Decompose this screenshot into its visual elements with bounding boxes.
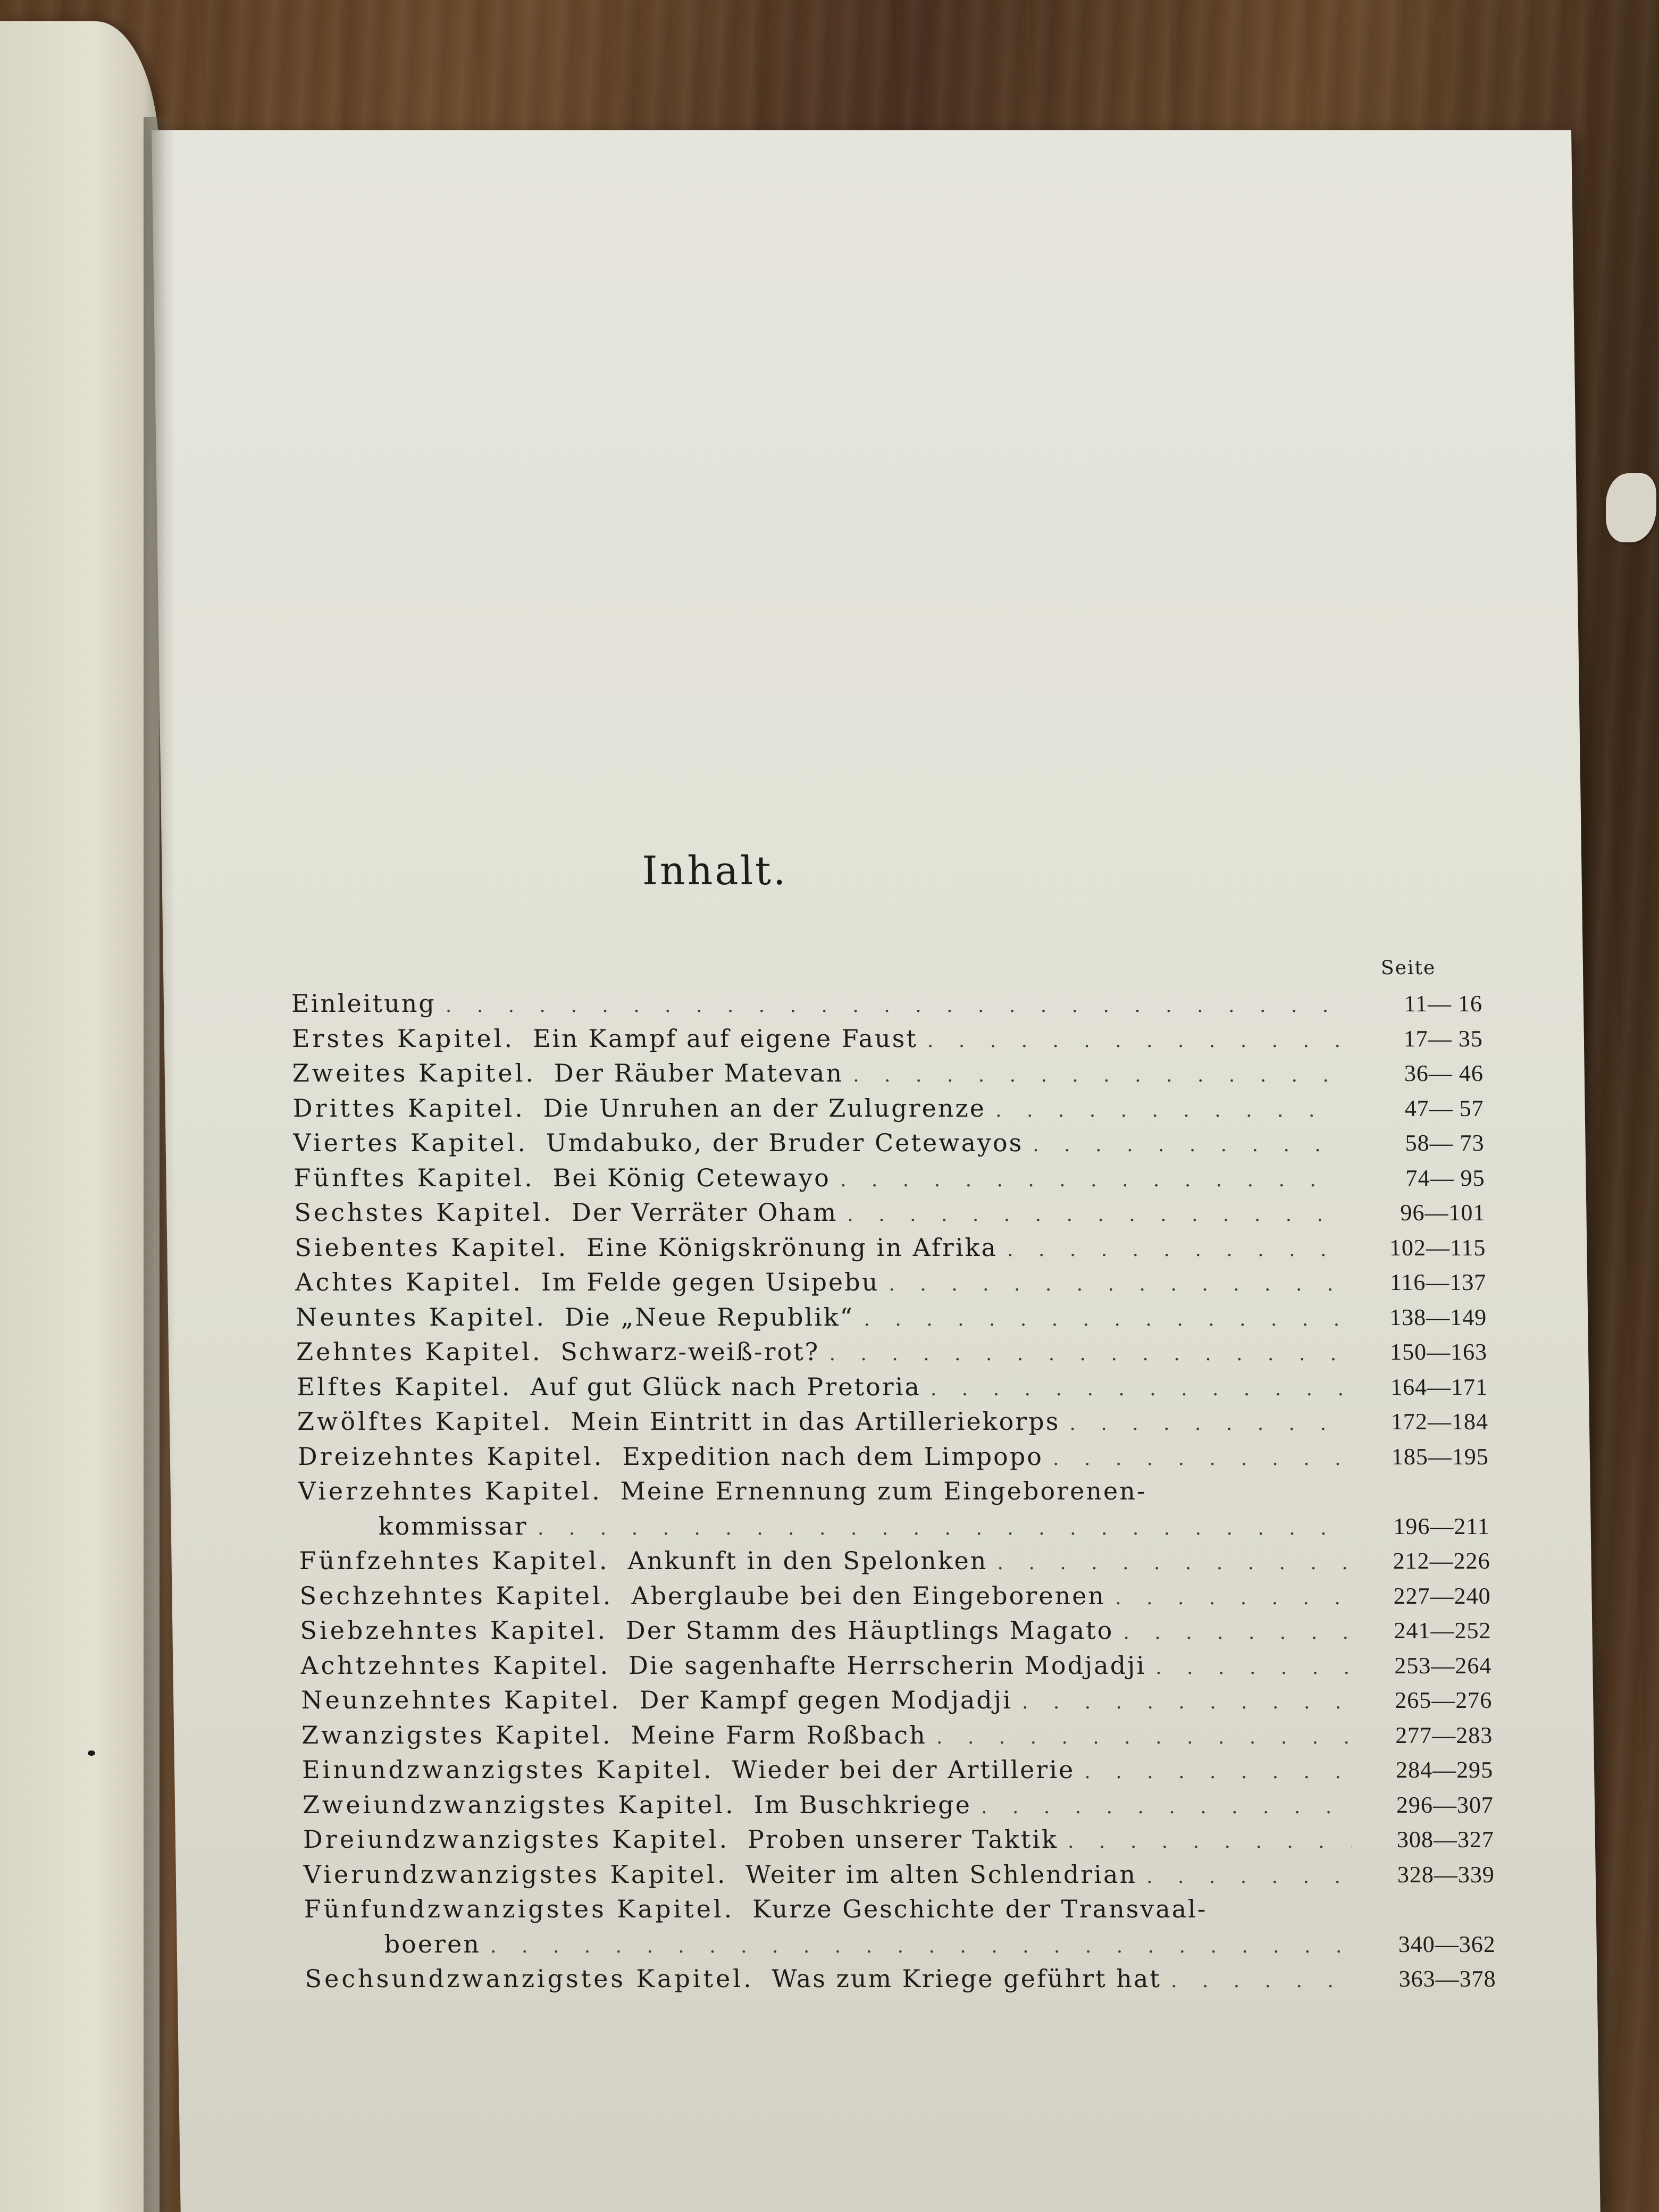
page-range: 102—115 xyxy=(1389,1234,1486,1261)
chapter-label: Zehntes Kapitel. xyxy=(296,1337,543,1366)
chapter-label: Achtzehntes Kapitel. xyxy=(300,1650,611,1680)
toc-entry-text xyxy=(295,1230,1353,1268)
toc-entry-text xyxy=(298,1474,1357,1546)
toc-entry-line xyxy=(297,1370,1355,1407)
chapter-title: Proben unserer Taktik xyxy=(747,1825,1059,1854)
page-range: 277—283 xyxy=(1395,1722,1493,1748)
toc-entry-line xyxy=(298,1474,1356,1509)
toc-entry-line xyxy=(296,1300,1354,1337)
toc-entry-line xyxy=(304,1892,1362,1927)
toc-entry-text xyxy=(292,1091,1351,1128)
toc-entry xyxy=(304,1892,1496,1962)
chapter-title: Der Kampf gegen Modjadji xyxy=(639,1686,1013,1714)
toc-entry xyxy=(303,1788,1494,1823)
chapter-label: Elftes Kapitel. xyxy=(296,1372,513,1401)
chapter-label: Dreizehntes Kapitel. xyxy=(297,1442,605,1471)
chapter-title: Die „Neue Republik“ xyxy=(564,1302,854,1331)
page-range: 138—149 xyxy=(1389,1304,1487,1330)
toc-entry-line xyxy=(301,1718,1360,1755)
toc-entry xyxy=(296,1335,1488,1370)
chapter-label: Erstes Kapitel. xyxy=(291,1024,515,1053)
dot-leader xyxy=(829,1337,1345,1372)
chapter-label: Dreiundzwanzigstes Kapitel. xyxy=(303,1825,730,1854)
toc-entry-text xyxy=(300,1648,1359,1686)
dot-leader xyxy=(490,1929,1353,1964)
toc-entry xyxy=(293,1126,1485,1161)
toc-entry xyxy=(303,1857,1495,1892)
chapter-label: Siebzehntes Kapitel. xyxy=(300,1616,608,1645)
chapter-label: Fünftes Kapitel. xyxy=(294,1163,535,1192)
table-of-contents xyxy=(287,720,1497,2050)
toc-entry-line xyxy=(303,1788,1361,1825)
toc-entry-text xyxy=(291,986,1350,1024)
toc-entry xyxy=(302,1753,1494,1788)
chapter-title: Schwarz-weiß-rot? xyxy=(560,1337,820,1366)
page-title: Inhalt. xyxy=(642,848,788,894)
toc-entry-text xyxy=(302,1753,1361,1790)
toc-entry-text xyxy=(297,1404,1355,1442)
chapter-title: Aberglaube bei den Eingeborenen xyxy=(631,1581,1106,1610)
chapter-title: Meine Farm Roßbach xyxy=(631,1720,927,1749)
dot-leader xyxy=(930,1372,1345,1407)
page-range: 253—264 xyxy=(1394,1652,1492,1679)
chapter-title: Der Verräter Oham xyxy=(571,1198,838,1227)
chapter-title: Auf gut Glück nach Pretoria xyxy=(530,1372,921,1401)
chapter-label: Fünfundzwanzigstes Kapitel. xyxy=(304,1895,735,1923)
chapter-title: Im Felde gegen Usipebu xyxy=(541,1268,879,1296)
dot-leader xyxy=(853,1058,1342,1093)
toc-entry-continuation xyxy=(298,1509,1357,1546)
toc-entry xyxy=(298,1474,1490,1544)
toc-entry-text xyxy=(303,1822,1361,1859)
toc-entry-text xyxy=(299,1544,1358,1581)
page-range: 284—295 xyxy=(1395,1757,1494,1783)
toc-entry-text xyxy=(291,1021,1350,1059)
chapter-title: Meine Ernennung zum Eingeborenen- xyxy=(620,1477,1147,1505)
dot-leader xyxy=(537,1511,1347,1546)
toc-entry-text xyxy=(294,1161,1352,1198)
chapter-title: Der Räuber Matevan xyxy=(554,1059,844,1087)
page-range: 17— 35 xyxy=(1403,1025,1484,1052)
toc-list xyxy=(291,986,1496,1997)
chapter-title: Was zum Kriege geführt hat xyxy=(772,1964,1162,1993)
toc-entry-line xyxy=(291,986,1350,1024)
toc-entry xyxy=(291,1021,1483,1057)
toc-entry-line xyxy=(295,1230,1353,1268)
toc-entry-line xyxy=(292,1091,1351,1128)
dot-leader xyxy=(889,1267,1344,1302)
page-range: 47— 57 xyxy=(1404,1095,1485,1121)
dot-leader xyxy=(1069,1406,1346,1442)
toc-entry-line xyxy=(303,1857,1362,1895)
chapter-label: Achtes Kapitel. xyxy=(295,1268,524,1296)
chapter-title: Weiter im alten Schlendrian xyxy=(745,1859,1137,1889)
chapter-label: Sechsundzwanzigstes Kapitel. xyxy=(305,1964,754,1993)
dot-leader xyxy=(1068,1824,1352,1859)
toc-entry-text xyxy=(300,1613,1359,1650)
toc-entry-text xyxy=(301,1718,1360,1755)
toc-entry-text xyxy=(292,1056,1351,1093)
page-range: 328—339 xyxy=(1397,1861,1495,1888)
dot-leader xyxy=(936,1720,1350,1755)
toc-entry-line xyxy=(292,1056,1351,1093)
toc-entry xyxy=(294,1195,1486,1230)
dot-leader xyxy=(997,1546,1348,1581)
toc-entry-line xyxy=(301,1683,1360,1720)
chapter-title-continued: kommissar xyxy=(378,1511,529,1540)
paper-fleck xyxy=(1606,473,1656,542)
toc-entry xyxy=(295,1230,1486,1266)
dot-leader xyxy=(840,1163,1343,1198)
toc-entry-line xyxy=(297,1404,1355,1442)
page-range: 164—171 xyxy=(1390,1373,1488,1400)
toc-entry xyxy=(292,1056,1484,1091)
dot-leader xyxy=(995,1093,1342,1128)
chapter-title-continued: boeren xyxy=(384,1929,481,1958)
toc-entry-line xyxy=(294,1195,1353,1233)
page-range: 241—252 xyxy=(1394,1618,1492,1644)
toc-entry xyxy=(294,1161,1485,1196)
toc-entry xyxy=(301,1683,1493,1718)
toc-entry-text xyxy=(294,1195,1353,1233)
toc-entry-text xyxy=(297,1439,1356,1477)
dot-leader xyxy=(1155,1650,1350,1686)
chapter-label: Sechstes Kapitel. xyxy=(294,1198,554,1227)
toc-entry xyxy=(303,1822,1494,1857)
toc-entry-line xyxy=(294,1161,1352,1198)
left-page-edge xyxy=(0,21,160,2212)
toc-entry-line xyxy=(299,1544,1358,1581)
toc-entry-line xyxy=(300,1613,1359,1650)
toc-entry-line xyxy=(293,1126,1352,1163)
toc-entry-line xyxy=(299,1579,1358,1616)
toc-entry xyxy=(299,1544,1490,1579)
ink-speck xyxy=(88,1750,95,1756)
toc-entry xyxy=(292,1091,1484,1126)
chapter-title: Wieder bei der Artillerie xyxy=(731,1755,1075,1784)
page-range: 172—184 xyxy=(1390,1409,1489,1435)
dot-leader xyxy=(1084,1755,1351,1790)
chapter-title: Expedition nach dem Limpopo xyxy=(622,1442,1044,1471)
page-range: 340—362 xyxy=(1398,1931,1496,1957)
book-page xyxy=(152,130,1601,2212)
page-range: 296—307 xyxy=(1396,1791,1494,1818)
dot-leader xyxy=(445,988,1340,1024)
toc-entry-line xyxy=(295,1265,1354,1302)
page-range: 150—163 xyxy=(1389,1339,1488,1365)
toc-entry xyxy=(296,1300,1487,1335)
toc-entry-text xyxy=(303,1788,1361,1825)
page-range: 363—378 xyxy=(1398,1966,1496,1992)
toc-entry-line xyxy=(291,1021,1350,1059)
toc-entry-text xyxy=(304,1892,1363,1964)
toc-entry xyxy=(297,1404,1488,1439)
chapter-label: Fünfzehntes Kapitel. xyxy=(299,1546,610,1575)
toc-entry-text xyxy=(301,1683,1360,1720)
page-range: 185—195 xyxy=(1391,1443,1489,1470)
page-range: 212—226 xyxy=(1393,1548,1490,1574)
dot-leader xyxy=(981,1790,1351,1825)
toc-entry-line xyxy=(303,1822,1361,1859)
book-gutter-shadow xyxy=(144,117,175,2212)
chapter-label: Einundzwanzigstes Kapitel. xyxy=(301,1755,714,1784)
toc-entry xyxy=(301,1718,1493,1753)
toc-entry-text xyxy=(295,1265,1354,1302)
chapter-label: Zwanzigstes Kapitel. xyxy=(301,1720,613,1749)
toc-entry xyxy=(295,1265,1487,1300)
chapter-label: Neuntes Kapitel. xyxy=(295,1302,547,1331)
chapter-label: Zweites Kapitel. xyxy=(292,1059,537,1087)
chapter-label: Vierundzwanzigstes Kapitel. xyxy=(303,1859,728,1889)
page-column-label: Seite xyxy=(1380,957,1436,979)
chapter-title: Eine Königskrönung in Afrika xyxy=(586,1233,998,1262)
toc-entry-text xyxy=(296,1335,1355,1372)
page-range: 308—327 xyxy=(1396,1826,1495,1853)
chapter-title: Umdabuko, der Bruder Cetewayos xyxy=(546,1128,1024,1157)
toc-entry xyxy=(300,1648,1492,1683)
chapter-title: Ankunft in den Spelonken xyxy=(627,1546,988,1575)
toc-entry xyxy=(297,1370,1488,1405)
chapter-title: Mein Eintritt in das Artilleriekorps xyxy=(571,1407,1060,1436)
chapter-label: Zweiundzwanzigstes Kapitel. xyxy=(302,1790,736,1819)
chapter-title: Die Unruhen an der Zulugrenze xyxy=(543,1093,986,1122)
chapter-title: Bei König Cetewayo xyxy=(552,1163,831,1192)
chapter-title: Im Buschkriege xyxy=(753,1790,972,1819)
chapter-label: Neunzehntes Kapitel. xyxy=(300,1686,622,1714)
dot-leader xyxy=(1007,1233,1344,1268)
chapter-title: Die sagenhafte Herrscherin Modjadji xyxy=(628,1650,1146,1680)
page-range: 36— 46 xyxy=(1404,1060,1484,1086)
page-range: 58— 73 xyxy=(1405,1130,1485,1156)
toc-entry-text xyxy=(293,1126,1352,1163)
page-range: 96—101 xyxy=(1400,1200,1486,1226)
dot-leader xyxy=(927,1024,1340,1059)
toc-entry-text xyxy=(297,1370,1355,1407)
toc-entry-line xyxy=(305,1962,1363,1999)
dot-leader xyxy=(847,1197,1343,1233)
toc-entry xyxy=(291,986,1482,1021)
dot-leader xyxy=(1053,1442,1347,1477)
dot-leader xyxy=(1123,1615,1349,1650)
chapter-label: Drittes Kapitel. xyxy=(292,1093,526,1122)
page-range: 227—240 xyxy=(1393,1582,1491,1609)
chapter-label: Viertes Kapitel. xyxy=(293,1128,529,1157)
toc-entry-line xyxy=(297,1439,1356,1477)
page-range: 74— 95 xyxy=(1405,1164,1485,1191)
page-range: 196—211 xyxy=(1393,1513,1490,1539)
page-range: 265—276 xyxy=(1394,1687,1493,1713)
chapter-label: Vierzehntes Kapitel. xyxy=(298,1477,603,1505)
toc-entry-text xyxy=(296,1300,1354,1337)
dot-leader xyxy=(1033,1128,1342,1163)
toc-entry xyxy=(297,1439,1489,1474)
toc-entry-line xyxy=(296,1335,1355,1372)
toc-entry-line xyxy=(300,1648,1359,1686)
toc-entry-text xyxy=(299,1579,1358,1616)
chapter-title: Ein Kampf auf eigene Faust xyxy=(532,1024,918,1053)
toc-entry-line xyxy=(302,1753,1361,1790)
dot-leader xyxy=(864,1302,1345,1337)
toc-entry xyxy=(305,1962,1496,1997)
chapter-label: Zwölftes Kapitel. xyxy=(297,1407,553,1436)
toc-entry xyxy=(300,1613,1492,1648)
chapter-label: Siebentes Kapitel. xyxy=(294,1233,569,1262)
toc-entry-continuation xyxy=(304,1927,1363,1964)
toc-entry-text xyxy=(303,1857,1362,1895)
chapter-title: Einleitung xyxy=(291,989,437,1018)
toc-entry xyxy=(299,1579,1491,1614)
page-range: 11— 16 xyxy=(1404,991,1483,1017)
toc-entry-text xyxy=(305,1962,1363,1999)
chapter-label: Sechzehntes Kapitel. xyxy=(299,1581,614,1610)
dot-leader xyxy=(1021,1685,1350,1720)
chapter-title: Der Stamm des Häuptlings Magato xyxy=(625,1616,1114,1645)
dot-leader xyxy=(1146,1859,1353,1895)
dot-leader xyxy=(1115,1581,1348,1616)
page-range: 116—137 xyxy=(1389,1269,1487,1295)
dot-leader xyxy=(1170,1964,1354,1999)
chapter-title: Kurze Geschichte der Transvaal- xyxy=(752,1895,1208,1923)
